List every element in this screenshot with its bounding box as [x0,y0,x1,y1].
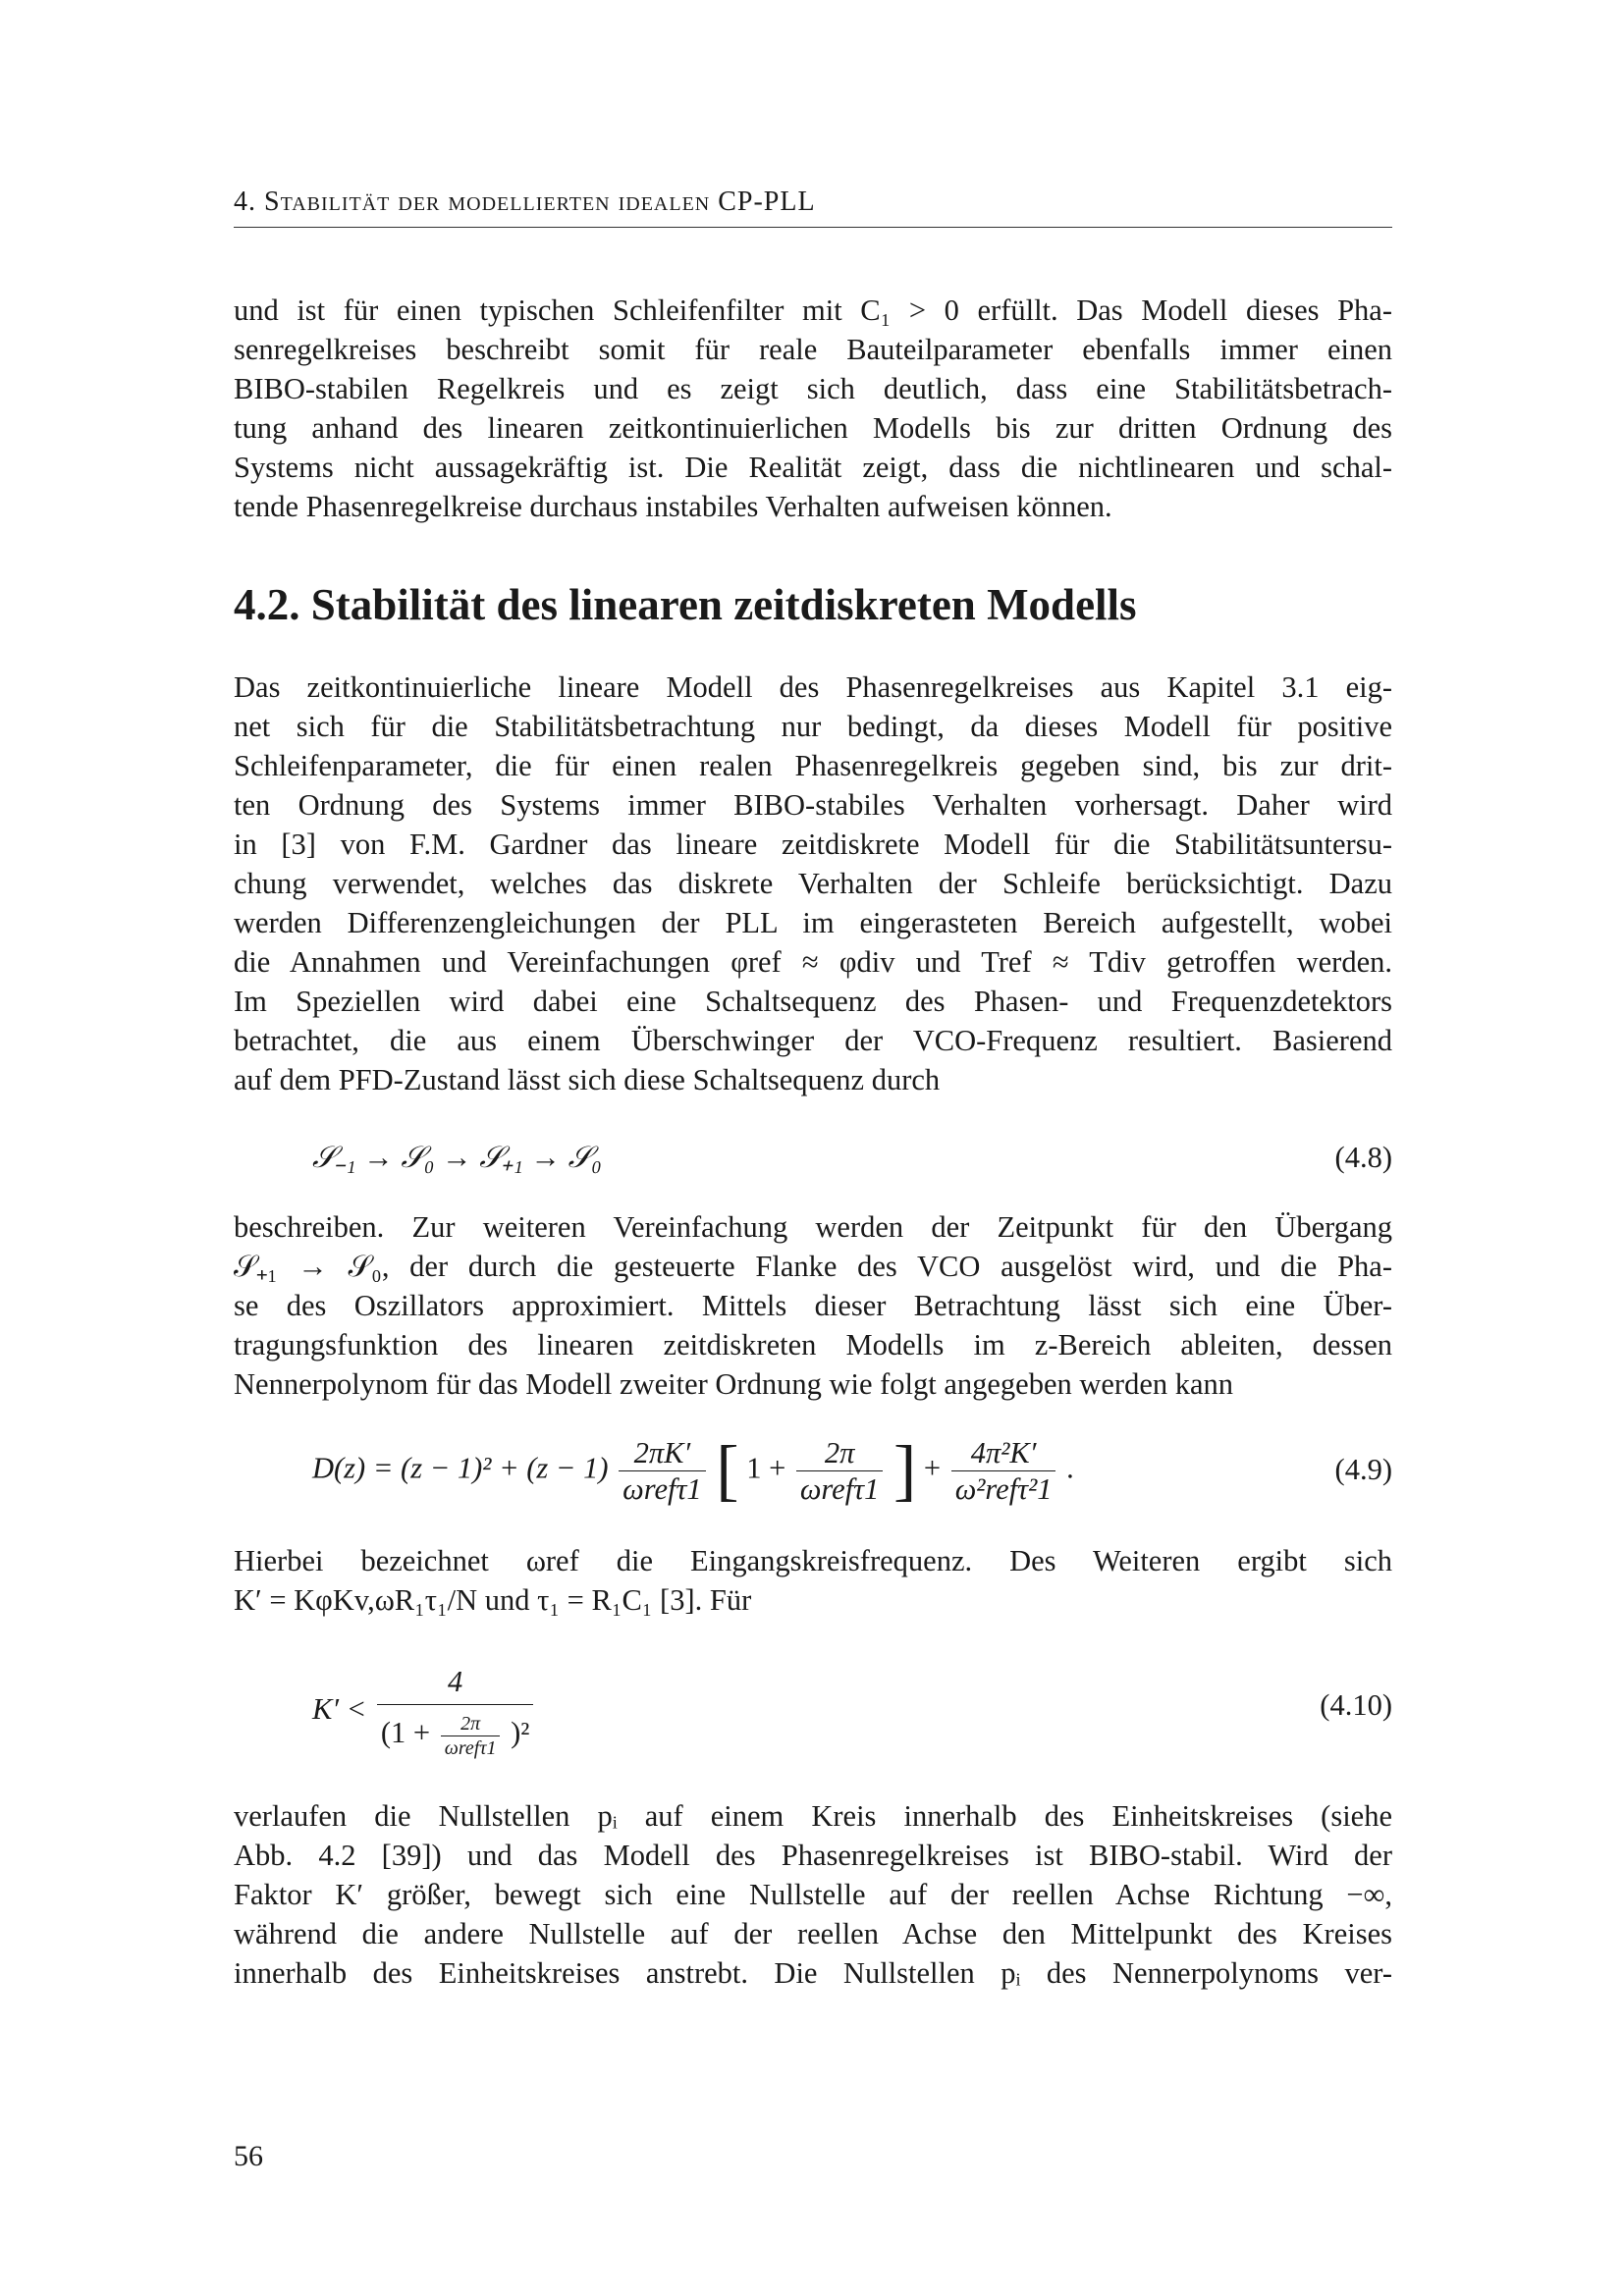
text-line: Nennerpolynom für das Modell zweiter Ordnung wie folgt angegeben werden kann [234,1367,1234,1401]
header-rule [234,227,1392,228]
paragraph-roots [234,1796,1392,1993]
fraction [796,1435,883,1507]
fraction-numerator: 2πK′ [619,1435,705,1471]
text-line: ten Ordnung des Systems immer BIBO-stabiles Verhalten vorhersagt. Daher wird [234,788,1392,822]
text-line: betrachtet, die aus einem Überschwinger der VCO-Frequenz resultiert. Basierend [234,1024,1392,1057]
left-bracket: [ [716,1432,739,1509]
equation-number: (4.9) [1334,1453,1392,1486]
equation-4-9 [234,1431,1392,1510]
section-title: 4.2. Stabilität des linearen zeitdiskreten Modells [234,580,1137,629]
fraction-denominator: ω²refτ²1 [954,1472,1053,1506]
text-line: während die andere Nullstelle auf der reellen Achse den Mittelpunkt des Kreises [234,1917,1392,1950]
fraction-denominator: ωrefτ1 [799,1472,880,1506]
text-line: Das zeitkontinuierliche lineare Modell des Phasenregelkreises aus Kapitel 3.1 eig- [234,670,1392,704]
text-line: K′ = KφKv,ωR₁τ₁/N und τ₁ = R₁C₁ [3]. Für [234,1583,752,1617]
period: . [1066,1451,1074,1485]
running-header: 4. Stabilität der modellierten idealen CP-PLL [234,187,816,217]
fraction-denominator [377,1705,534,1760]
text-line: tende Phasenregelkreise durchaus instabiles Verhalten aufweisen können. [234,490,1112,523]
plus-sign: + [923,1451,942,1485]
text-line: Systems nicht aussagekräftig ist. Die Realität zeigt, dass die nichtlinearen und schal- [234,451,1392,484]
text-line: Faktor K′ größer, bewegt sich eine Nullstelle auf der reellen Achse Richtung −∞, [234,1878,1392,1911]
fraction-numerator: 2π [796,1435,883,1471]
fraction-numerator: 4 [377,1659,534,1705]
text-line: werden Differenzengleichungen der PLL im eingerasteten Bereich aufgestellt, wobei [234,906,1392,939]
right-bracket: ] [893,1432,917,1509]
fraction-numerator: 2π [441,1712,501,1736]
text-line: se des Oszillators approximiert. Mittels dieser Betrachtung lässt sich eine Über- [234,1289,1392,1322]
equation-expression: 𝒮₋₁ → 𝒮₀ → 𝒮₊₁ → 𝒮₀ [312,1141,602,1174]
equation-expression [312,1432,1074,1509]
fraction-denominator: ωrefτ1 [444,1736,497,1759]
paragraph-intro [234,291,1392,526]
paragraph-derivation [234,1207,1392,1404]
text-line: Abb. 4.2 [39]) und das Modell des Phasenregelkreises ist BIBO-stabil. Wird der [234,1839,1392,1872]
text-line: 𝒮₊₁ → 𝒮₀, der durch die gesteuerte Flanke des VCO ausgelöst wird, und die Pha- [234,1250,1392,1283]
text-line: Schleifenparameter, die für einen realen Phasenregelkreis gegeben sind, bis zur drit- [234,749,1392,782]
text-line: Im Speziellen wird dabei eine Schaltsequenz des Phasen- und Frequenzdetektors [234,985,1392,1018]
fraction-denominator: ωrefτ1 [622,1472,702,1506]
equation-expression [312,1659,536,1760]
eq-lhs: D(z) = (z − 1)² + (z − 1) [312,1451,609,1485]
eq-lhs: K′ < [312,1692,367,1726]
equation-number: (4.10) [1320,1688,1392,1722]
text-line: senregelkreises beschreibt somit für reale Bauteilparameter ebenfalls immer einen [234,333,1392,366]
fraction [377,1659,534,1760]
text-line: beschreiben. Zur weiteren Vereinfachung werden der Zeitpunkt für den Übergang [234,1210,1392,1244]
paragraph-definitions [234,1541,1392,1620]
equation-number: (4.8) [1334,1141,1392,1174]
text-line: tragungsfunktion des linearen zeitdiskreten Modells im z-Bereich ableiten, dessen [234,1328,1392,1362]
text-line: BIBO-stabilen Regelkreis und es zeigt sich deutlich, dass eine Stabilitätsbetrach- [234,372,1392,405]
page-number: 56 [234,2140,263,2172]
text-line: die Annahmen und Vereinfachungen φref ≈ φdiv und Tref ≈ Tdiv getroffen werden. [234,945,1392,979]
equation-4-10 [234,1659,1392,1777]
text-line: chung verwendet, welches das diskrete Verhalten der Schleife berücksichtigt. Dazu [234,867,1392,900]
text-line: tung anhand des linearen zeitkontinuierlichen Modells bis zur dritten Ordnung des [234,411,1392,445]
fraction-numerator: 4π²K′ [951,1435,1056,1471]
paren-close: )² [511,1716,530,1749]
bracket-inner: 1 + [746,1451,786,1485]
fraction [951,1435,1056,1507]
text-line: verlaufen die Nullstellen pᵢ auf einem Kreis innerhalb des Einheitskreises (siehe [234,1799,1392,1833]
text-line: und ist für einen typischen Schleifenfilter mit C₁ > 0 erfüllt. Das Modell dieses Pha- [234,294,1392,327]
paragraph-section-body [234,667,1392,1099]
fraction [441,1712,501,1760]
text-line: Hierbei bezeichnet ωref die Eingangskreisfrequenz. Des Weiteren ergibt sich [234,1544,1392,1577]
text-line: net sich für die Stabilitätsbetrachtung nur bedingt, da dieses Modell für positive [234,710,1392,743]
fraction [619,1435,705,1507]
text-line: in [3] von F.M. Gardner das lineare zeitdiskrete Modell für die Stabilitätsuntersu- [234,828,1392,861]
paren-open: (1 + [380,1716,431,1749]
text-line: innerhalb des Einheitskreises anstrebt. Die Nullstellen pᵢ des Nennerpolynoms ver- [234,1956,1392,1990]
text-line: auf dem PFD-Zustand lässt sich diese Schaltsequenz durch [234,1063,941,1096]
